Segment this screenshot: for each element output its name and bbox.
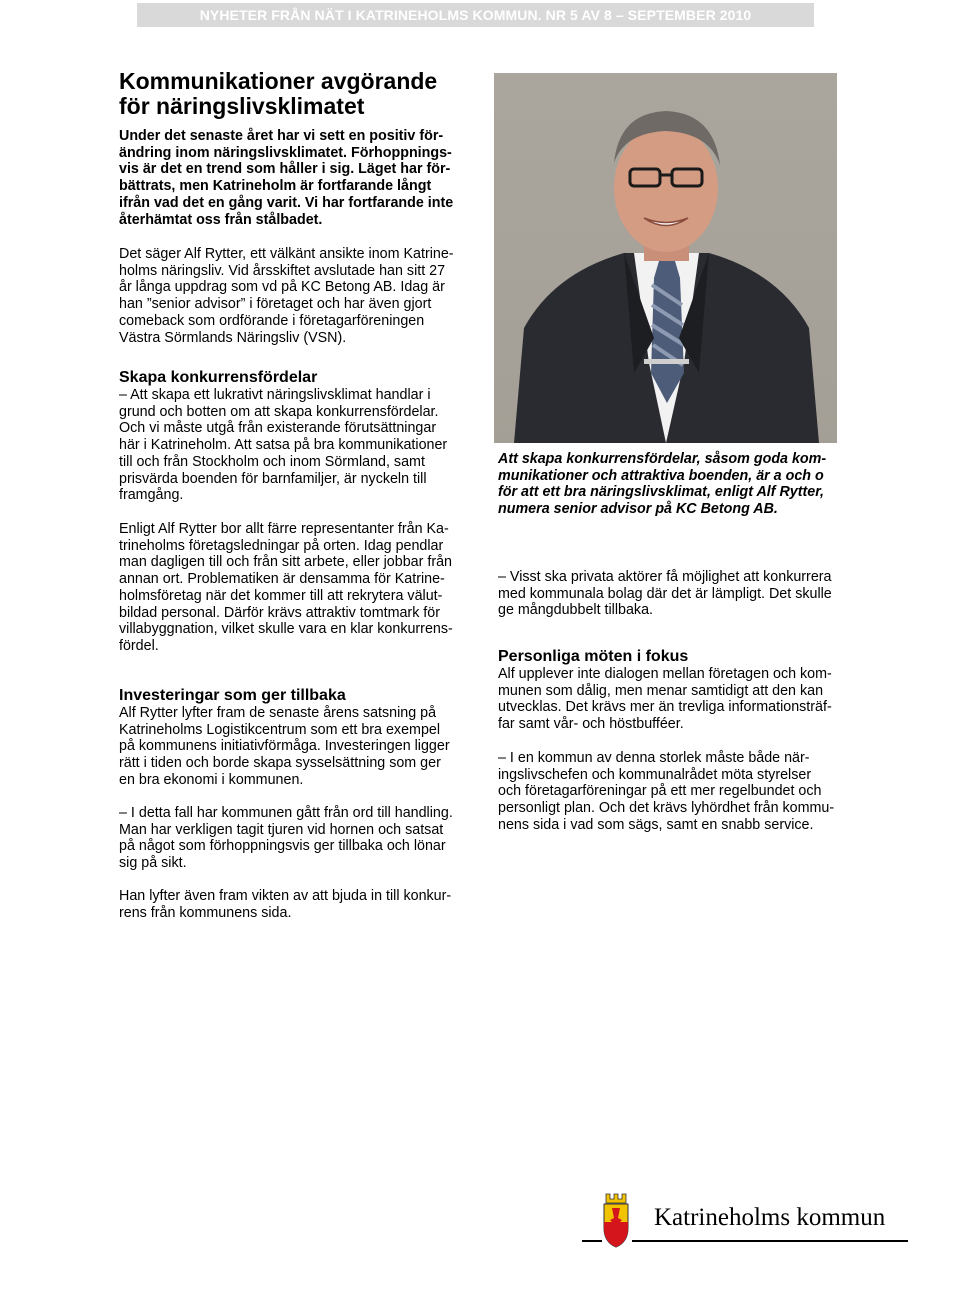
text-line: vis är det en trend som håller i sig. Läget har för- — [119, 161, 451, 178]
text-line: på kommunens initiativförmåga. Investeringen ligger — [119, 738, 450, 755]
portrait-illustration — [494, 73, 837, 443]
text-line: Man har verkligen tagit tjuren vid hornen och satsat — [119, 821, 444, 838]
article-lead — [119, 128, 464, 228]
section2-paragraph-1 — [119, 705, 464, 789]
text-line: en bra ekonomi i kommunen. — [119, 771, 304, 788]
text-line: framgång. — [119, 487, 184, 504]
text-line: och företagarföreningar på ett mer regelbundet och — [498, 783, 822, 800]
photo-caption — [498, 451, 843, 518]
text-line: – I en kommun av denna storlek måste både när- — [498, 750, 810, 766]
text-line: annan ort. Problematiken är densamma för Katrine- — [119, 571, 445, 588]
text-line: återhämtat oss från stålbadet. — [119, 211, 323, 228]
text-line: Alf Rytter lyfter fram de senaste årens satsning på — [119, 705, 437, 721]
text-line: till och från Stockholm och inom Sörmland, samt — [119, 453, 425, 470]
text-line: prisvärda boenden för barnfamiljer, är nyckeln till — [119, 470, 427, 487]
article-title-line: Kommunikationer avgörande — [119, 68, 438, 94]
text-line: grund och botten om att skapa konkurrensfördelar. — [119, 403, 439, 420]
text-line: – Visst ska privata aktörer få möjlighet att konkurrera — [498, 569, 832, 585]
text-line: ingslivschefen och kommunalrådet möta styrelser — [498, 766, 812, 783]
crown-shape — [606, 1194, 626, 1203]
text-line: munen som dålig, men menar samtidigt att den kan — [498, 682, 824, 699]
text-line: Under det senaste året har vi sett en positiv för- — [119, 128, 444, 144]
section2-paragraph-3 — [119, 888, 464, 921]
article-title — [119, 69, 479, 119]
text-line: bildad personal. Därför krävs attraktiv tomtmark för — [119, 604, 440, 621]
text-line: Katrineholms Logistikcentrum som ett bra exempel — [119, 721, 441, 738]
newsletter-header — [137, 3, 814, 27]
municipality-logo — [582, 1192, 912, 1250]
text-line: nens sida i vad som sägs, samt en snabb service. — [498, 816, 814, 833]
text-line: Västra Sörmlands Näringsliv (VSN). — [119, 329, 347, 346]
newsletter-header-text: NYHETER FRÅN NÄT I KATRINEHOLMS KOMMUN. NR 5 AV 8 – SEPTEMBER 2010 — [199, 7, 752, 23]
text-line: år långa uppdrag som vd på KC Betong AB. Idag är — [119, 279, 445, 296]
text-line: holmsföretag när det kommer till att rekrytera välut- — [119, 587, 443, 604]
text-line: utvecklas. Det krävs mer än trevliga informationsträf- — [498, 699, 832, 716]
section2-paragraph-2 — [119, 805, 464, 872]
logo-wordmark: Katrineholms kommun — [654, 1204, 886, 1231]
text-line: för att ett bra näringslivsklimat, enligt Alf Rytter, — [498, 484, 824, 501]
face-shape — [614, 124, 718, 252]
text-line: far samt vår- och höstbufféer. — [498, 716, 684, 733]
section-heading-konkurrensfordelar: Skapa konkurrensfördelar — [119, 369, 318, 386]
text-line: Han lyfter även fram vikten av att bjuda in till konkur- — [119, 888, 452, 904]
section1-paragraph-2 — [119, 521, 464, 655]
text-line: personligt plan. Och det krävs lyhördhet från kommu- — [498, 800, 835, 817]
text-line: rens från kommunens sida. — [119, 904, 292, 921]
text-line: bättrats, men Katrineholm är fortfarande långt — [119, 178, 432, 195]
text-line: rätt i tiden och borde skapa sysselsättning som ger — [119, 755, 441, 772]
text-line: på något som förhoppningsvis ger tillbaka och lönar — [119, 838, 446, 855]
text-line: han ”senior advisor” i företaget och har även gjort — [119, 296, 432, 313]
text-line: sig på sikt. — [119, 855, 187, 872]
text-line: Och vi måste utgå från existerande förutsättningar — [119, 420, 437, 437]
text-line: munikationer och attraktiva boenden, är a och o — [498, 467, 824, 484]
section-heading-personliga-moten: Personliga möten i fokus — [498, 648, 689, 665]
article-title-line: för näringslivsklimatet — [119, 93, 365, 119]
text-line: här i Katrineholm. Att satsa på bra kommunikationer — [119, 437, 448, 454]
portrait-photo — [494, 73, 837, 443]
text-line: numera senior advisor på KC Betong AB. — [498, 501, 778, 518]
text-line: fördel. — [119, 637, 159, 654]
section3-paragraph-1 — [498, 666, 843, 733]
text-line: ändring inom näringslivsklimatet. Förhoppnings- — [119, 144, 452, 161]
text-line: ifrån vad det en gång varit. Vi har fortfarande inte — [119, 194, 454, 211]
tie-clip — [644, 359, 689, 364]
tie-shape — [651, 261, 684, 403]
text-line: trineholms företagsledningar på orten. Idag pendlar — [119, 537, 444, 554]
text-line: – Att skapa ett lukrativt näringslivsklimat handlar i — [119, 387, 431, 403]
section3-paragraph-2 — [498, 750, 843, 834]
intro-paragraph — [119, 246, 464, 346]
text-line: Enligt Alf Rytter bor allt färre representanter från Ka- — [119, 521, 449, 537]
text-line: comeback som ordförande i företagarföreningen — [119, 312, 425, 329]
text-line: med kommunala bolag där det är lämpligt. Det skulle — [498, 585, 832, 602]
text-line: Alf upplever inte dialogen mellan företagen och kom- — [498, 666, 832, 682]
text-line: villabyggnation, vilket skulle vara en klar konkurrens- — [119, 621, 453, 638]
text-line: Att skapa konkurrensfördelar, såsom goda kom- — [498, 451, 827, 467]
text-line: – I detta fall har kommunen gått från ord till handling. — [119, 805, 453, 821]
section-heading-investeringar: Investeringar som ger tillbaka — [119, 687, 346, 704]
section1-paragraph-1 — [119, 387, 464, 504]
text-line: holms näringsliv. Vid årsskiftet avslutade han sitt 27 — [119, 262, 446, 279]
text-line: Det säger Alf Rytter, ett välkänt ansikte inom Katrine- — [119, 246, 454, 262]
text-line: ge mångdubbelt tillbaka. — [498, 602, 653, 619]
right-paragraph-1 — [498, 569, 843, 619]
text-line: man dagligen till och från sitt arbete, eller jobbar från — [119, 554, 452, 571]
